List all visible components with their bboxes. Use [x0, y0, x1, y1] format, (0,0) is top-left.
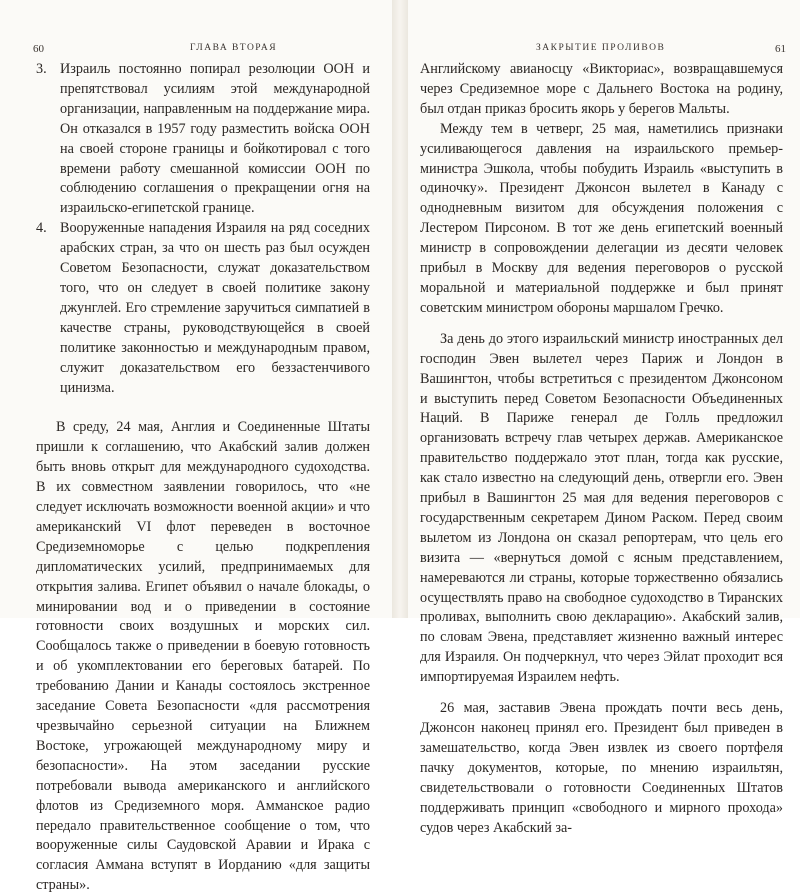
book-gutter: [392, 0, 408, 618]
list-item: [36, 60, 370, 219]
paragraph: Английскому авианосцу «Викториас», возвращавшемуся через Средиземное море с Дальнего Востока на родину, был отдан приказ бросить якорь у берегов Мальты.: [420, 61, 783, 117]
list-item-text: Вооруженные нападения Израиля на ряд соседних арабских стран, за что он шесть раз был осужден Советом Безопасности, служат доказательством того, что он следует в своей политике закону джунглей. Его стремление заручиться симпатией в качестве страны, руководствующейся в своей политике законностью и международным правом, служит доказательством его беззастенчивого цинизма.: [60, 220, 370, 396]
paragraph: В среду, 24 мая, Англия и Соединенные Штаты пришли к соглашению, что Акабский залив должен быть вновь открыт для международного судоходства. В их совместном заявлении говорилось, что «не следует исключать возможности военной акции» и что американский VI флот переведен в восточное Средиземноморье с целью подкрепления дипломатических усилий, предпринимаемых для открытия залива. Египет объявил о начале блокады, о минировании вод и о приведении в состояние готовности своих воздушных и морских сил. Сообщалось также о приведении в боевую готовность и об укомплектовании его береговых батарей. По требованию Дании и Канады состоялось экстренное заседание Совета Безопасности «для рассмотрения чрезвычайно серьезной ситуации на Ближнем Востоке, угрожающей международному миру и безопасности». На этом заседании русские потребовали вывода американского и английского флотов из Средиземного моря. Амманское радио передало правительственное сообщение о том, что вооруженные силы Саудовской Аравии и Ирака с согласия Аммана вступят в Иорданию «для защиты страны».: [36, 419, 370, 894]
left-page: [0, 0, 392, 894]
paragraph: 26 мая, заставив Эвена прождать почти весь день, Джонсон наконец принял его. Президент был приведен в замешательство, когда Эвен извлек из своего портфеля пачку документов, которые, по мнению израильтян, свидетельствовали о готовности Соединенных Штатов поддерживать принцип «свободного и мирного прохода» судов через Акабский за-: [420, 700, 783, 836]
left-running-head: [0, 43, 392, 57]
right-page-number: 61: [775, 43, 786, 55]
paragraph: За день до этого израильский министр иностранных дел господин Эвен вылетел через Париж и Лондон в Вашингтон, чтобы встретиться с президентом Джонсоном и выступить перед Советом Безопасности Объединенных Наций. В Париже генерал де Голль предложил организовать встречу глав четырех держав. Американское правительство поддержало этот план, тогда как русские, как стало известно на следующий день, отвергли его. Эвен прибыл в Вашингтон 25 мая для ведения переговоров с государственным секретарем Дином Раском. Перед своим вылетом из Лондона он сказал репортерам, что цель его визита — «вернуться домой с ясным представлением, намереваются ли страны, которые торжественно обязались осуществлять право на свободное судоходство в Тиранских проливах, выполнить свою декларацию». Акабский залив, по словам Эвена, представляет жизненно важный интерес для Израиля. Он подчеркнул, что через Эйлат проходит вся импортируемая Израилем нефть.: [420, 330, 783, 686]
right-page-text: [420, 60, 783, 838]
list-item-text: Израиль постоянно попирал резолюции ООН и препятствовал усилиям этой международной организации, направленным на поддержание мира. Он отказался в 1957 году разместить войска ООН на своей стороне границы и бойкотировал с того времени работу смешанной комиссии ООН по соблюдению соглашения о прекращении огня на израильско-египетской границе.: [60, 61, 370, 217]
paragraph: Между тем в четверг, 25 мая, наметились признаки усиливающегося давления на израильского премьер-министра Эшкола, чтобы побудить Израиль «выступить в одиночку». Президент Джонсон вылетел в Канаду с однодневным визитом для обсуждения положения с Лестером Пирсоном. В тот же день египетский военный министр в сопровождении делегации из десяти человек прибыл в Москву для ведения переговоров о русской моральной и материальной поддержке и был принят советским министром обороны маршалом Гречко.: [420, 120, 783, 316]
list-item-marker: 4.: [36, 220, 47, 237]
right-running-head: [408, 43, 800, 57]
left-page-text: [36, 60, 370, 896]
list-item-marker: 3.: [36, 61, 47, 77]
left-page-number: 60: [33, 43, 44, 55]
left-chapter-title: ГЛАВА ВТОРАЯ: [190, 43, 278, 53]
right-page: [408, 0, 800, 836]
right-chapter-title: ЗАКРЫТИЕ ПРОЛИВОВ: [536, 43, 666, 53]
list-item: [36, 219, 370, 398]
